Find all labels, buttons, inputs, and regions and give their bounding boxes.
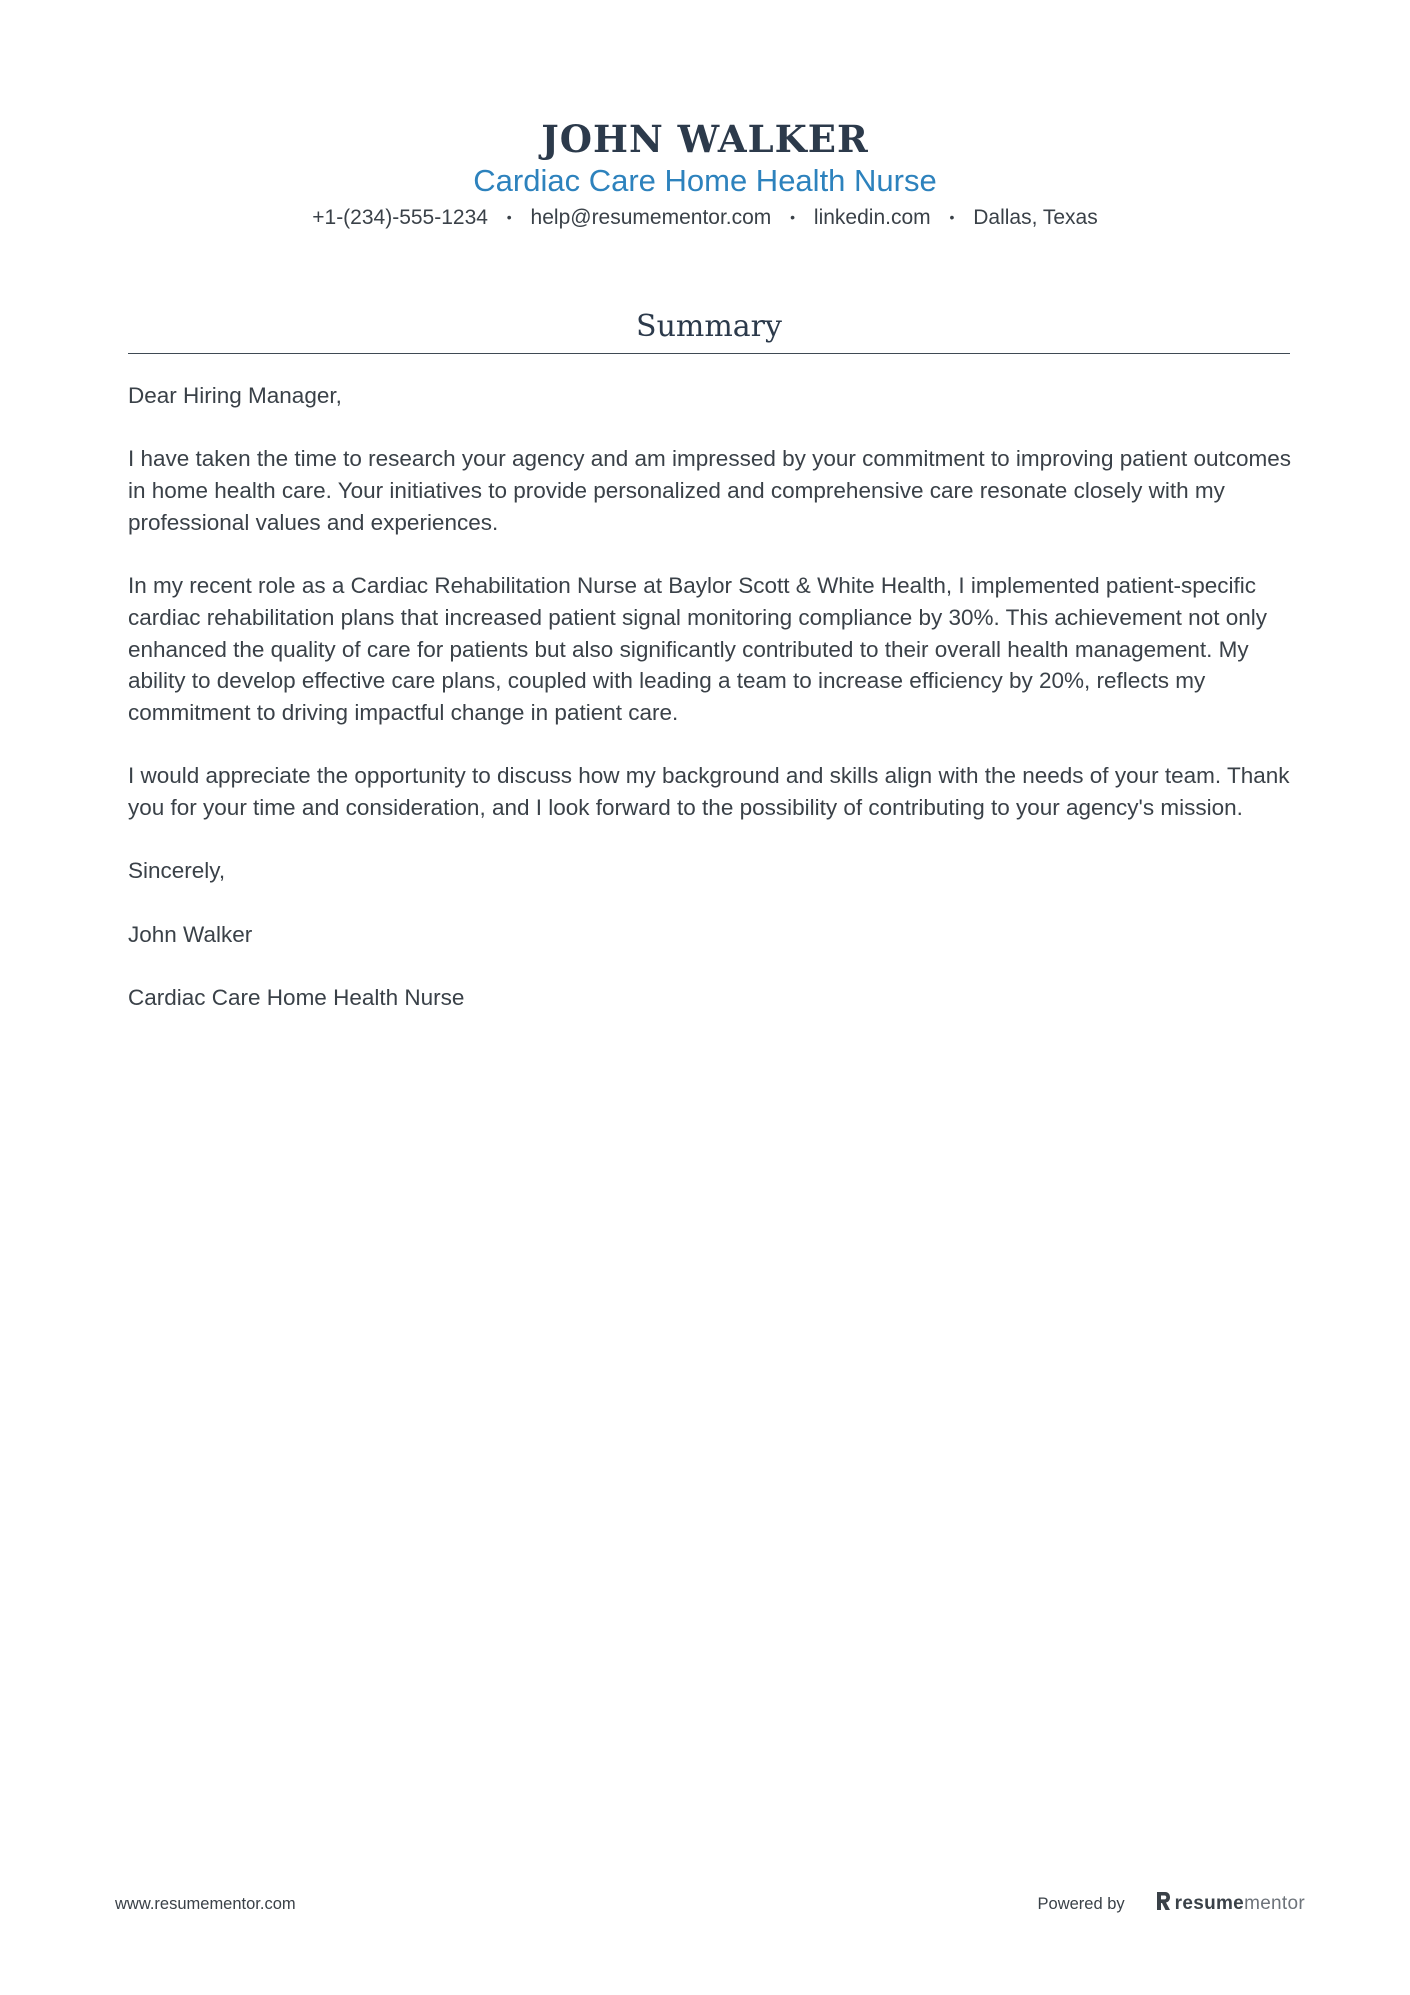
brand-name-light: mentor — [1244, 1893, 1305, 1914]
section-divider — [128, 353, 1290, 354]
resumementor-logo-icon — [1155, 1891, 1171, 1917]
applicant-job-title: Cardiac Care Home Health Nurse — [473, 163, 937, 198]
applicant-name: JOHN WALKER — [541, 117, 869, 161]
letter-paragraph-2: In my recent role as a Cardiac Rehabilitation Nurse at Baylor Scott & White Health, I implemented patient-specific cardiac rehabilitation plans that increased patient signal monitoring compliance by 30%. This achievement not only enhanced the quality of care for patients but also significantly contributed to their overall health management. My ability to develop effective care plans, coupled with leading a team to increase efficiency by 20%, reflects my commitment to driving impactful change in patient care. — [128, 573, 1267, 725]
letter-header — [0, 116, 1410, 233]
letter-body — [128, 380, 1298, 1046]
contact-phone: +1-(234)-555-1234 — [312, 206, 488, 229]
resumementor-brand-link[interactable] — [1155, 1891, 1305, 1917]
contact-line — [0, 202, 1410, 233]
brand-name-bold: resume — [1174, 1893, 1245, 1914]
footer-branding — [1038, 1891, 1305, 1917]
powered-by-label: Powered by — [1037, 1894, 1125, 1913]
letter-paragraph-1: I have taken the time to research your agency and am impressed by your commitment to improving patient outcomes in home health care. Your initiatives to provide personalized and comprehensive care resonate closely with my professional values and experiences. — [128, 446, 1292, 535]
contact-linkedin[interactable]: linkedin.com — [813, 206, 931, 229]
section-title-summary: Summary — [636, 309, 782, 344]
footer-website-link[interactable]: www.resumementor.com — [115, 1895, 296, 1913]
contact-separator: • — [506, 209, 512, 225]
contact-email[interactable]: help@resumementor.com — [530, 206, 772, 229]
letter-paragraph-3: I would appreciate the opportunity to discuss how my background and skills align with the needs of your team. Thank you for your time and consideration, and I look forward to the possibility of contributing to your agency's mission. — [128, 763, 1290, 821]
letter-salutation: Dear Hiring Manager, — [128, 383, 342, 408]
contact-location: Dallas, Texas — [973, 206, 1098, 229]
signature-title: Cardiac Care Home Health Nurse — [128, 985, 465, 1011]
contact-separator: • — [949, 209, 955, 225]
letter-closing: Sincerely, — [128, 858, 226, 884]
contact-separator: • — [790, 209, 796, 225]
signature-name: John Walker — [128, 921, 253, 947]
